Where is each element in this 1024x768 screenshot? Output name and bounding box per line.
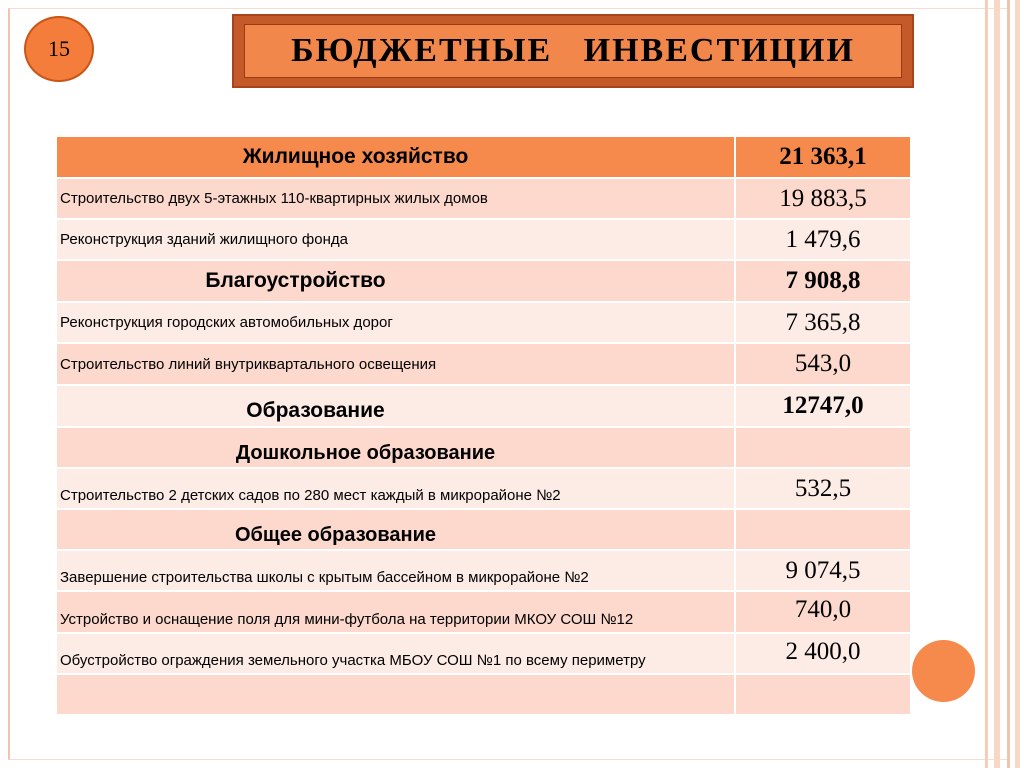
row-label: Жилищное хозяйство — [57, 137, 736, 179]
table-row — [57, 634, 912, 675]
title-box — [232, 14, 914, 88]
row-label: Реконструкция зданий жилищного фонда — [57, 220, 736, 261]
table-row — [57, 510, 912, 551]
table-row — [57, 344, 912, 386]
row-value — [736, 675, 912, 716]
stripe — [1007, 0, 1010, 768]
row-value: 1 479,6 — [736, 220, 912, 261]
row-label: Завершение строительства школы с крытым бассейном в микрорайоне №2 — [57, 551, 736, 592]
row-label: Обустройство ограждения земельного участка МБОУ СОШ №1 по всему периметру — [57, 634, 736, 675]
row-value: 543,0 — [736, 344, 912, 386]
row-label: Общее образование — [57, 510, 736, 551]
row-label: Дошкольное образование — [57, 428, 736, 469]
row-label: Реконструкция городских автомобильных дорог — [57, 303, 736, 344]
table-row — [57, 592, 912, 634]
row-value: 9 074,5 — [736, 551, 912, 592]
table-row — [57, 469, 912, 510]
row-value: 19 883,5 — [736, 179, 912, 220]
row-value: 12747,0 — [736, 386, 912, 428]
row-label: Благоустройство — [57, 261, 736, 303]
title-inner — [244, 24, 902, 78]
row-value: 21 363,1 — [736, 137, 912, 179]
slide-number-badge — [24, 16, 94, 82]
table-row — [57, 261, 912, 303]
row-label: Строительство двух 5-этажных 110-квартирных жилых домов — [57, 179, 736, 220]
row-value: 2 400,0 — [736, 634, 912, 675]
table-row — [57, 675, 912, 716]
stripe — [994, 0, 1000, 768]
row-value — [736, 510, 912, 551]
row-label: Строительство 2 детских садов по 280 мест каждый в микрорайоне №2 — [57, 469, 736, 510]
decorative-circle — [912, 640, 975, 702]
row-label: Устройство и оснащение поля для мини-футбола на территории МКОУ СОШ №12 — [57, 592, 736, 634]
slide-title: БЮДЖЕТНЫЕ ИНВЕСТИЦИИ — [291, 32, 855, 69]
row-value: 7 908,8 — [736, 261, 912, 303]
table-row — [57, 551, 912, 592]
table-row — [57, 428, 912, 469]
table-row — [57, 179, 912, 220]
row-label: Строительство линий внутриквартального освещения — [57, 344, 736, 386]
stripe — [1015, 0, 1020, 768]
decorative-stripes — [984, 0, 1024, 768]
table-row — [57, 137, 912, 179]
row-label: Образование — [57, 386, 736, 428]
table-row — [57, 220, 912, 261]
stripe — [985, 0, 988, 768]
row-label — [57, 675, 736, 716]
slide-number: 15 — [48, 36, 70, 61]
row-value: 740,0 — [736, 592, 912, 634]
row-value: 532,5 — [736, 469, 912, 510]
row-value: 7 365,8 — [736, 303, 912, 344]
row-value — [736, 428, 912, 469]
investment-table — [57, 137, 912, 716]
table-row — [57, 386, 912, 428]
table-row — [57, 303, 912, 344]
